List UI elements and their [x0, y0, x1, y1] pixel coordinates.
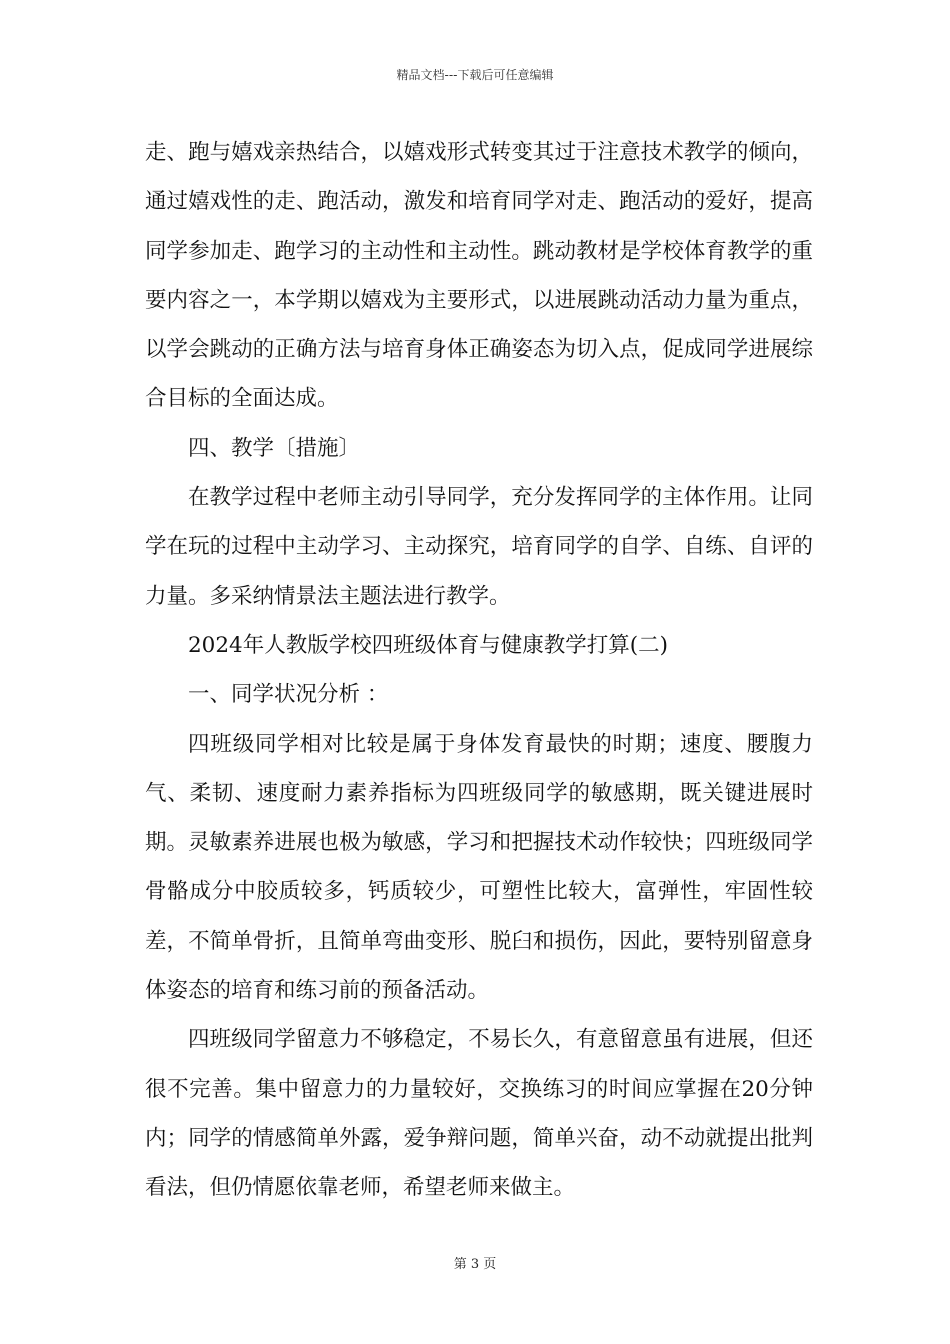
section-heading-measures: 四、教学〔措施〕 [188, 435, 361, 461]
document-title-part-two: 2024年人教版学校四班级体育与健康教学打算(二) [188, 632, 668, 658]
paragraph-continued: 走、跑与嬉戏亲热结合，以嬉戏形式转变其过于注意技术教学的倾向，通过嬉戏性的走、跑活动，激发和培育同学对走、跑活动的爱好，提高同学参加走、跑学习的主动性和主动性。跳动教材是学校体育教学的重要内容之一，本学期以嬉戏为主要形式，以进展跳动活动力量为重点，以学会跳动的正确方法与培育身体正确姿态为切入点，促成同学进展综合目标的全面达成。 [145, 140, 813, 412]
page-number: 第 3 页 [453, 1257, 497, 1272]
page-header: 精品文档---下载后可任意编辑 [396, 68, 554, 82]
section-heading-student-analysis: 一、同学状况分析 ： [188, 682, 389, 708]
paragraph-measures: 在教学过程中老师主动引导同学，充分发挥同学的主体作用。让同学在玩的过程中主动学习、主动探究，培育同学的自学、自练、自评的力量。多采纳情景法主题法进行教学。 [145, 485, 813, 609]
document-body [145, 128, 813, 1213]
paragraph-student-analysis-1: 四班级同学相对比较是属于身体发育最快的时期；速度、腰腹力气、柔韧、速度耐力素养指标为四班级同学的敏感期，既关键进展时期。灵敏素养进展也极为敏感，学习和把握技术动作较快；四班级同学骨骼成分中胶质较多，钙质较少，可塑性比较大，富弹性，牢固性较差，不简单骨折，且简单弯曲变形、脱臼和损伤，因此，要特别留意身体姿态的培育和练习前的预备活动。 [145, 731, 813, 1004]
paragraph-student-analysis-2: 四班级同学留意力不够稳定，不易长久，有意留意虽有进展，但还很不完善。集中留意力的力量较好，交换练习的时间应掌握在20分钟内；同学的情感简单外露，爱争辩问题，简单兴奋，动不动就提出批判看法，但仍情愿依靠老师，希望老师来做主。 [145, 1027, 813, 1201]
